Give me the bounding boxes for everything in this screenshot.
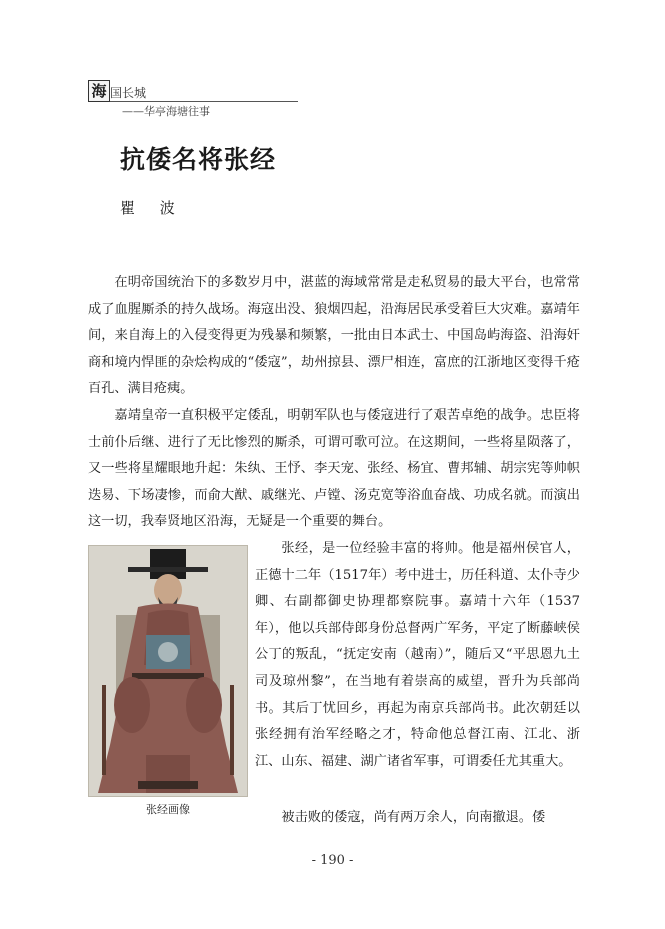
- header-divider: [110, 101, 298, 102]
- page-number: - 190 -: [311, 853, 354, 868]
- paragraph: 张经，是一位经验丰富的将帅。他是福州侯官人，正德十二年（1517年）考中进士，历任科道、太仆寺少卿、右副都御史协理都察院事。嘉靖十六年（1537年），他以兵部侍郎身份总督两广军务，平定了断藤峡侯公丁的叛乱，“抚定安南（越南）”，随后又“平思恩九土司及琼州黎”，在当地有着崇高的威望，晋升为兵部尚书。其后丁忧回乡，再起为南京兵部尚书。此次朝廷以张经拥有治军经略之才，特命他总督江南、江北、浙江、山东、福建、湖广诸省军事，可谓委任尤其重大。: [255, 541, 580, 769]
- paragraph: 嘉靖皇帝一直积极平定倭乱，明朝军队也与倭寇进行了艰苦卓绝的战争。忠臣将士前仆后继、进行了无比惨烈的厮杀，可谓可歌可泣。在这期间，一些将星陨落了，又一些将星耀眼地升起：朱纨、王忬、李天宠、张经、杨宜、曹邦辅、胡宗宪等帅帜迭易、下场凄惨，而俞大猷、戚继光、卢镗、汤克宽等浴血奋战、功成名就。而演出这一切，我奉贤地区沿海，无疑是一个重要的舞台。: [88, 408, 580, 530]
- series-badge: 海: [88, 80, 110, 102]
- running-header-subtitle: ——华亭海塘往事: [122, 105, 210, 118]
- figure-caption: 张经画像: [146, 803, 190, 816]
- portrait-image: [88, 545, 248, 797]
- paragraph: 在明帝国统治下的多数岁月中，湛蓝的海域常常是走私贸易的最大平台，也常常成了血腥厮杀的持久战场。海寇出没、狼烟四起，沿海居民承受着巨大灾难。嘉靖年间，来自海上的入侵变得更为残暴和频繁，一批由日本武士、中国岛屿海盗、沿海奸商和境内悍匪的杂烩构成的“倭寇”，劫州掠县、漂尸相连，富庶的江浙地区变得千疮百孔、满目疮痍。: [88, 275, 580, 397]
- paragraph: 被击败的倭寇，尚有两万余人，向南撤退。倭: [281, 810, 546, 825]
- running-header-title: 国长城: [110, 86, 147, 100]
- article-title: 抗倭名将张经: [120, 145, 277, 174]
- article-author: 瞿 波: [120, 199, 185, 217]
